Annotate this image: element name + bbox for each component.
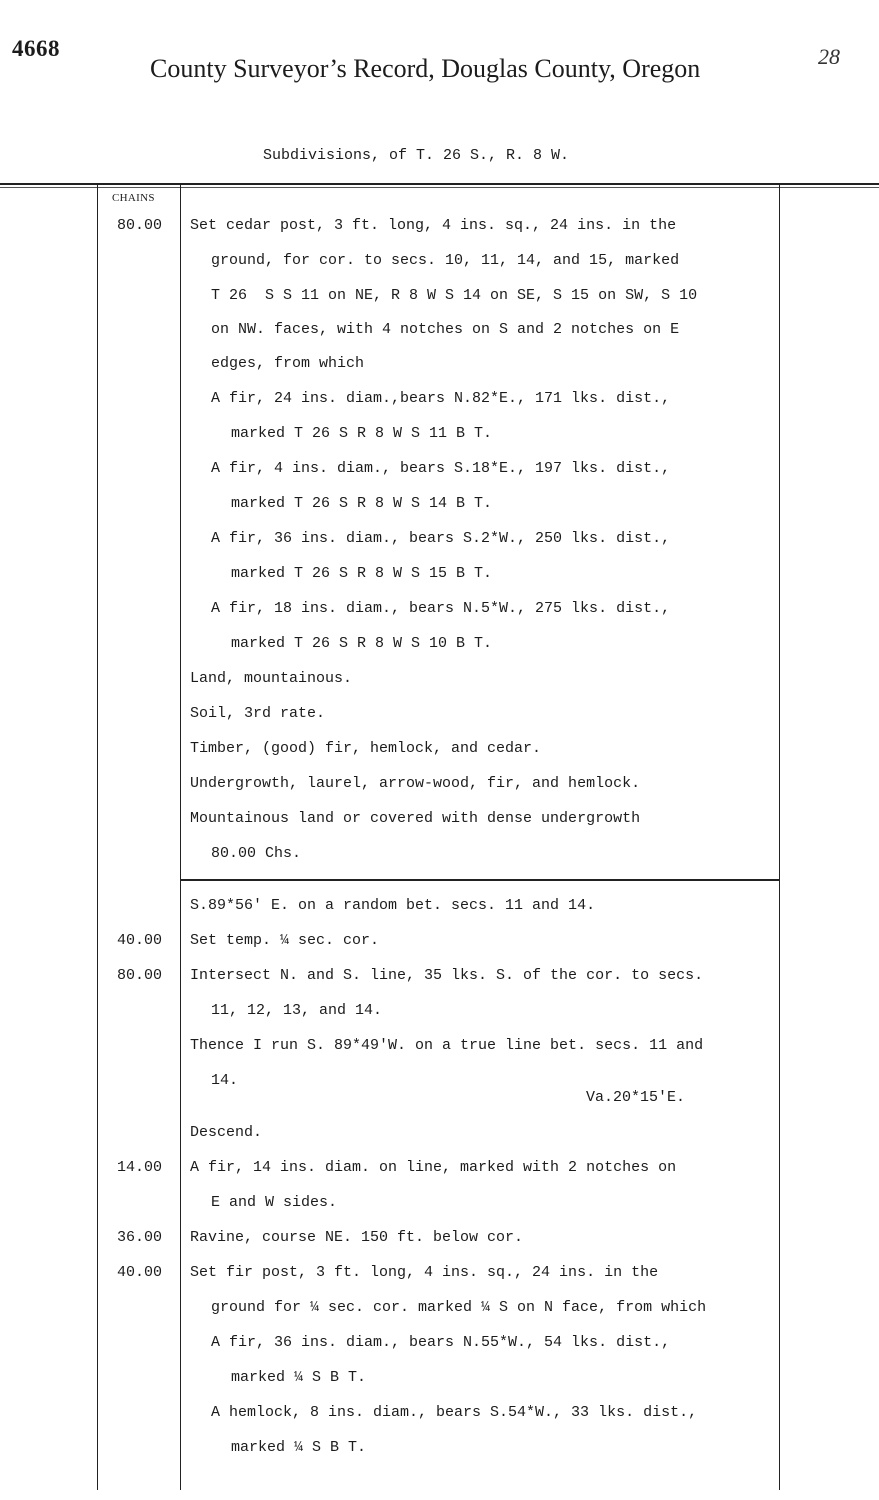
- note-line: Land, mountainous.: [190, 670, 353, 687]
- top-rule: [0, 183, 879, 185]
- note-line: marked T 26 S R 8 W S 15 B T.: [231, 565, 493, 582]
- chains-column-rule: [180, 183, 181, 1490]
- note-line: A fir, 36 ins. diam., bears S.2*W., 250 lks. dist.,: [211, 530, 671, 547]
- note-line: Descend.: [190, 1124, 263, 1141]
- note-line: A hemlock, 8 ins. diam., bears S.54*W., 33 lks. dist.,: [211, 1404, 698, 1421]
- note-line: A fir, 24 ins. diam.,bears N.82*E., 171 lks. dist.,: [211, 390, 671, 407]
- note-line: marked T 26 S R 8 W S 11 B T.: [231, 425, 493, 442]
- section-divider: [180, 879, 779, 881]
- note-line: Thence I run S. 89*49'W. on a true line bet. secs. 11 and: [190, 1037, 704, 1054]
- chains-column-header: CHAINS: [112, 192, 155, 204]
- page-number: 4668: [12, 36, 60, 61]
- note-line: ground, for cor. to secs. 10, 11, 14, and 15, marked: [211, 252, 680, 269]
- note-line: marked ¼ S B T.: [231, 1369, 367, 1386]
- note-line: Ravine, course NE. 150 ft. below cor.: [190, 1229, 524, 1246]
- chain-value: 14.00: [117, 1159, 163, 1176]
- note-line: E and W sides.: [211, 1194, 338, 1211]
- note-line: A fir, 14 ins. diam. on line, marked with 2 notches on: [190, 1159, 677, 1176]
- right-column-rule: [779, 183, 780, 1490]
- note-line: T 26 S S 11 on NE, R 8 W S 14 on SE, S 15 on SW, S 10: [211, 287, 698, 304]
- note-line: Set fir post, 3 ft. long, 4 ins. sq., 24 ins. in the: [190, 1264, 659, 1281]
- chain-value: 80.00: [117, 967, 163, 984]
- note-line: on NW. faces, with 4 notches on S and 2 notches on E: [211, 321, 680, 338]
- sheet-number: 28: [818, 44, 840, 69]
- note-line: edges, from which: [211, 355, 365, 372]
- note-line: marked T 26 S R 8 W S 10 B T.: [231, 635, 493, 652]
- note-line: Timber, (good) fir, hemlock, and cedar.: [190, 740, 542, 757]
- note-line: Set cedar post, 3 ft. long, 4 ins. sq., 24 ins. in the: [190, 217, 677, 234]
- top-rule-secondary: [0, 187, 879, 188]
- note-line: marked ¼ S B T.: [231, 1439, 367, 1456]
- note-line: 11, 12, 13, and 14.: [211, 1002, 383, 1019]
- note-line: Set temp. ¼ sec. cor.: [190, 932, 380, 949]
- note-line: 80.00 Chs.: [211, 845, 302, 862]
- note-line: A fir, 36 ins. diam., bears N.55*W., 54 lks. dist.,: [211, 1334, 671, 1351]
- note-line: A fir, 4 ins. diam., bears S.18*E., 197 lks. dist.,: [211, 460, 671, 477]
- note-line: Undergrowth, laurel, arrow-wood, fir, and hemlock.: [190, 775, 641, 792]
- chain-value: 36.00: [117, 1229, 163, 1246]
- note-line: ground for ¼ sec. cor. marked ¼ S on N face, from which: [211, 1299, 707, 1316]
- subtitle: Subdivisions, of T. 26 S., R. 8 W.: [263, 147, 570, 164]
- note-line: Mountainous land or covered with dense undergrowth: [190, 810, 641, 827]
- note-line: S.89*56' E. on a random bet. secs. 11 and 14.: [190, 897, 596, 914]
- note-line: A fir, 18 ins. diam., bears N.5*W., 275 lks. dist.,: [211, 600, 671, 617]
- chain-value: 40.00: [117, 1264, 163, 1281]
- note-line: 14.: [211, 1072, 239, 1089]
- variation-note: Va.20*15'E.: [586, 1089, 686, 1106]
- note-line: marked T 26 S R 8 W S 14 B T.: [231, 495, 493, 512]
- note-line: Soil, 3rd rate.: [190, 705, 326, 722]
- record-title: County Surveyor’s Record, Douglas County, Oregon: [150, 54, 701, 83]
- chain-value: 80.00: [117, 217, 163, 234]
- chain-value: 40.00: [117, 932, 163, 949]
- left-column-rule: [97, 183, 98, 1490]
- note-line: Intersect N. and S. line, 35 lks. S. of the cor. to secs.: [190, 967, 704, 984]
